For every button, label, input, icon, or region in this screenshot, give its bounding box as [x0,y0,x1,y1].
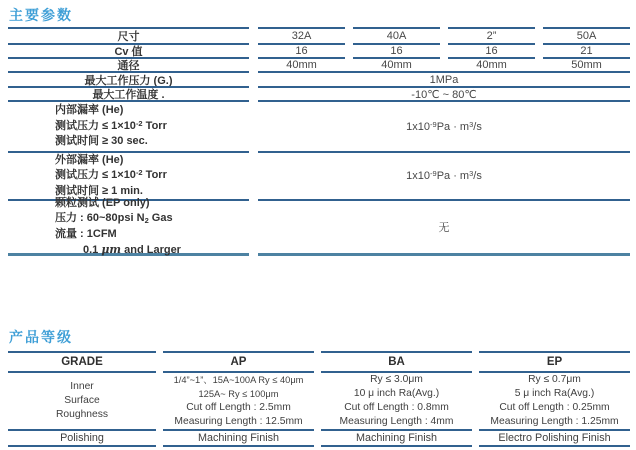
ep-polishing-value: Electro Polishing Finish [479,429,630,447]
roughness-row [8,371,630,429]
bore-label: 通径 [8,57,249,71]
grade-header-row [8,351,630,371]
size-value-40a: 40A [353,27,440,43]
polishing-row [8,429,630,447]
ap-roughness-cell: 1/4”~1”、15A~100A Ry ≤ 40μm 125A~ Ry ≤ 100μm Cut off Length : 2.5mm Measuring Length : 12.5mm [163,371,314,429]
max-temperature-label: 最大工作温度 . [8,86,249,100]
cv-value: 16 [448,43,535,57]
particle-test-row [8,196,630,256]
grade-header: GRADE [8,351,156,371]
particle-test-value: 无 [258,199,630,256]
external-leak-title: 外部漏率 (He) [55,153,124,166]
size-value-32a: 32A [258,27,345,43]
external-leak-test-pressure: 测试压力 ≤ $1\times 10^{-2}$ Torr [55,168,167,182]
max-pressure-label: 最大工作压力 (G.) [8,71,249,86]
cv-label: Cv 值 [8,43,249,57]
ba-roughness-cell: Ry ≤ 3.0μm 10 μ inch Ra(Avg.) Cut off Length : 0.8mm Measuring Length : 4mm [321,371,472,429]
ba-header: BA [321,351,472,371]
size-label: 尺寸 [8,27,249,43]
internal-leak-test-pressure: 测试压力 ≤ $1\times 10^{-2}$ Torr [55,118,167,132]
bore-value: 40mm [353,57,440,71]
bore-row [8,57,630,71]
max-pressure-row [8,71,630,86]
cv-value: 21 [543,43,630,57]
particle-test-pressure: 压力 : 60~80psi $N_2$ Gas [55,212,173,225]
internal-leak-row [8,100,630,151]
max-temperature-value: -10℃ ~ 80℃ [258,86,630,100]
particle-test-title: 颗粒测试 (EP only) [55,196,150,209]
polishing-label: Polishing [8,429,156,447]
size-value-2in: 2” [448,27,535,43]
bore-value: 50mm [543,57,630,71]
internal-leak-title: 内部漏率 (He) [55,104,124,117]
cv-value: 16 [353,43,440,57]
ep-roughness-cell: Ry ≤ 0.7μm 5 μ inch Ra(Avg.) Cut off Length : 0.25mm Measuring Length : 1.25mm [479,371,630,429]
external-leak-test-time: 测试时间 ≥ 1 min. [55,184,143,197]
internal-leak-test-time: 测试时间 ≥ 30 sec. [55,135,148,148]
external-leak-value: $1x10^{-9}Pa \cdot m^3/s$ [258,151,630,199]
particle-test-size: 0.1 μm and Larger [83,243,181,256]
product-grade-title: 产品等级 [9,329,73,345]
size-value-50a: 50A [543,27,630,43]
internal-leak-label-block [8,100,249,151]
particle-test-label-block [8,196,249,256]
external-leak-label-block [8,151,249,199]
main-parameters-table [8,27,630,256]
cv-row [8,43,630,57]
product-grade-table [8,351,630,447]
internal-leak-value: $1x10^{-9}Pa \cdot m^3/s$ [258,100,630,151]
bore-value: 40mm [258,57,345,71]
particle-test-flow: 流量 : 1CFM [55,227,117,240]
ap-polishing-value: Machining Finish [163,429,314,447]
ep-header: EP [479,351,630,371]
max-temperature-row [8,86,630,100]
ap-header: AP [163,351,314,371]
roughness-label: Inner Surface Roughness [8,371,156,429]
ba-polishing-value: Machining Finish [321,429,472,447]
bore-value: 40mm [448,57,535,71]
cv-value: 16 [258,43,345,57]
max-pressure-value: 1MPa [258,71,630,86]
main-parameters-title: 主要参数 [9,7,73,23]
external-leak-row [8,151,630,199]
size-row [8,27,630,43]
